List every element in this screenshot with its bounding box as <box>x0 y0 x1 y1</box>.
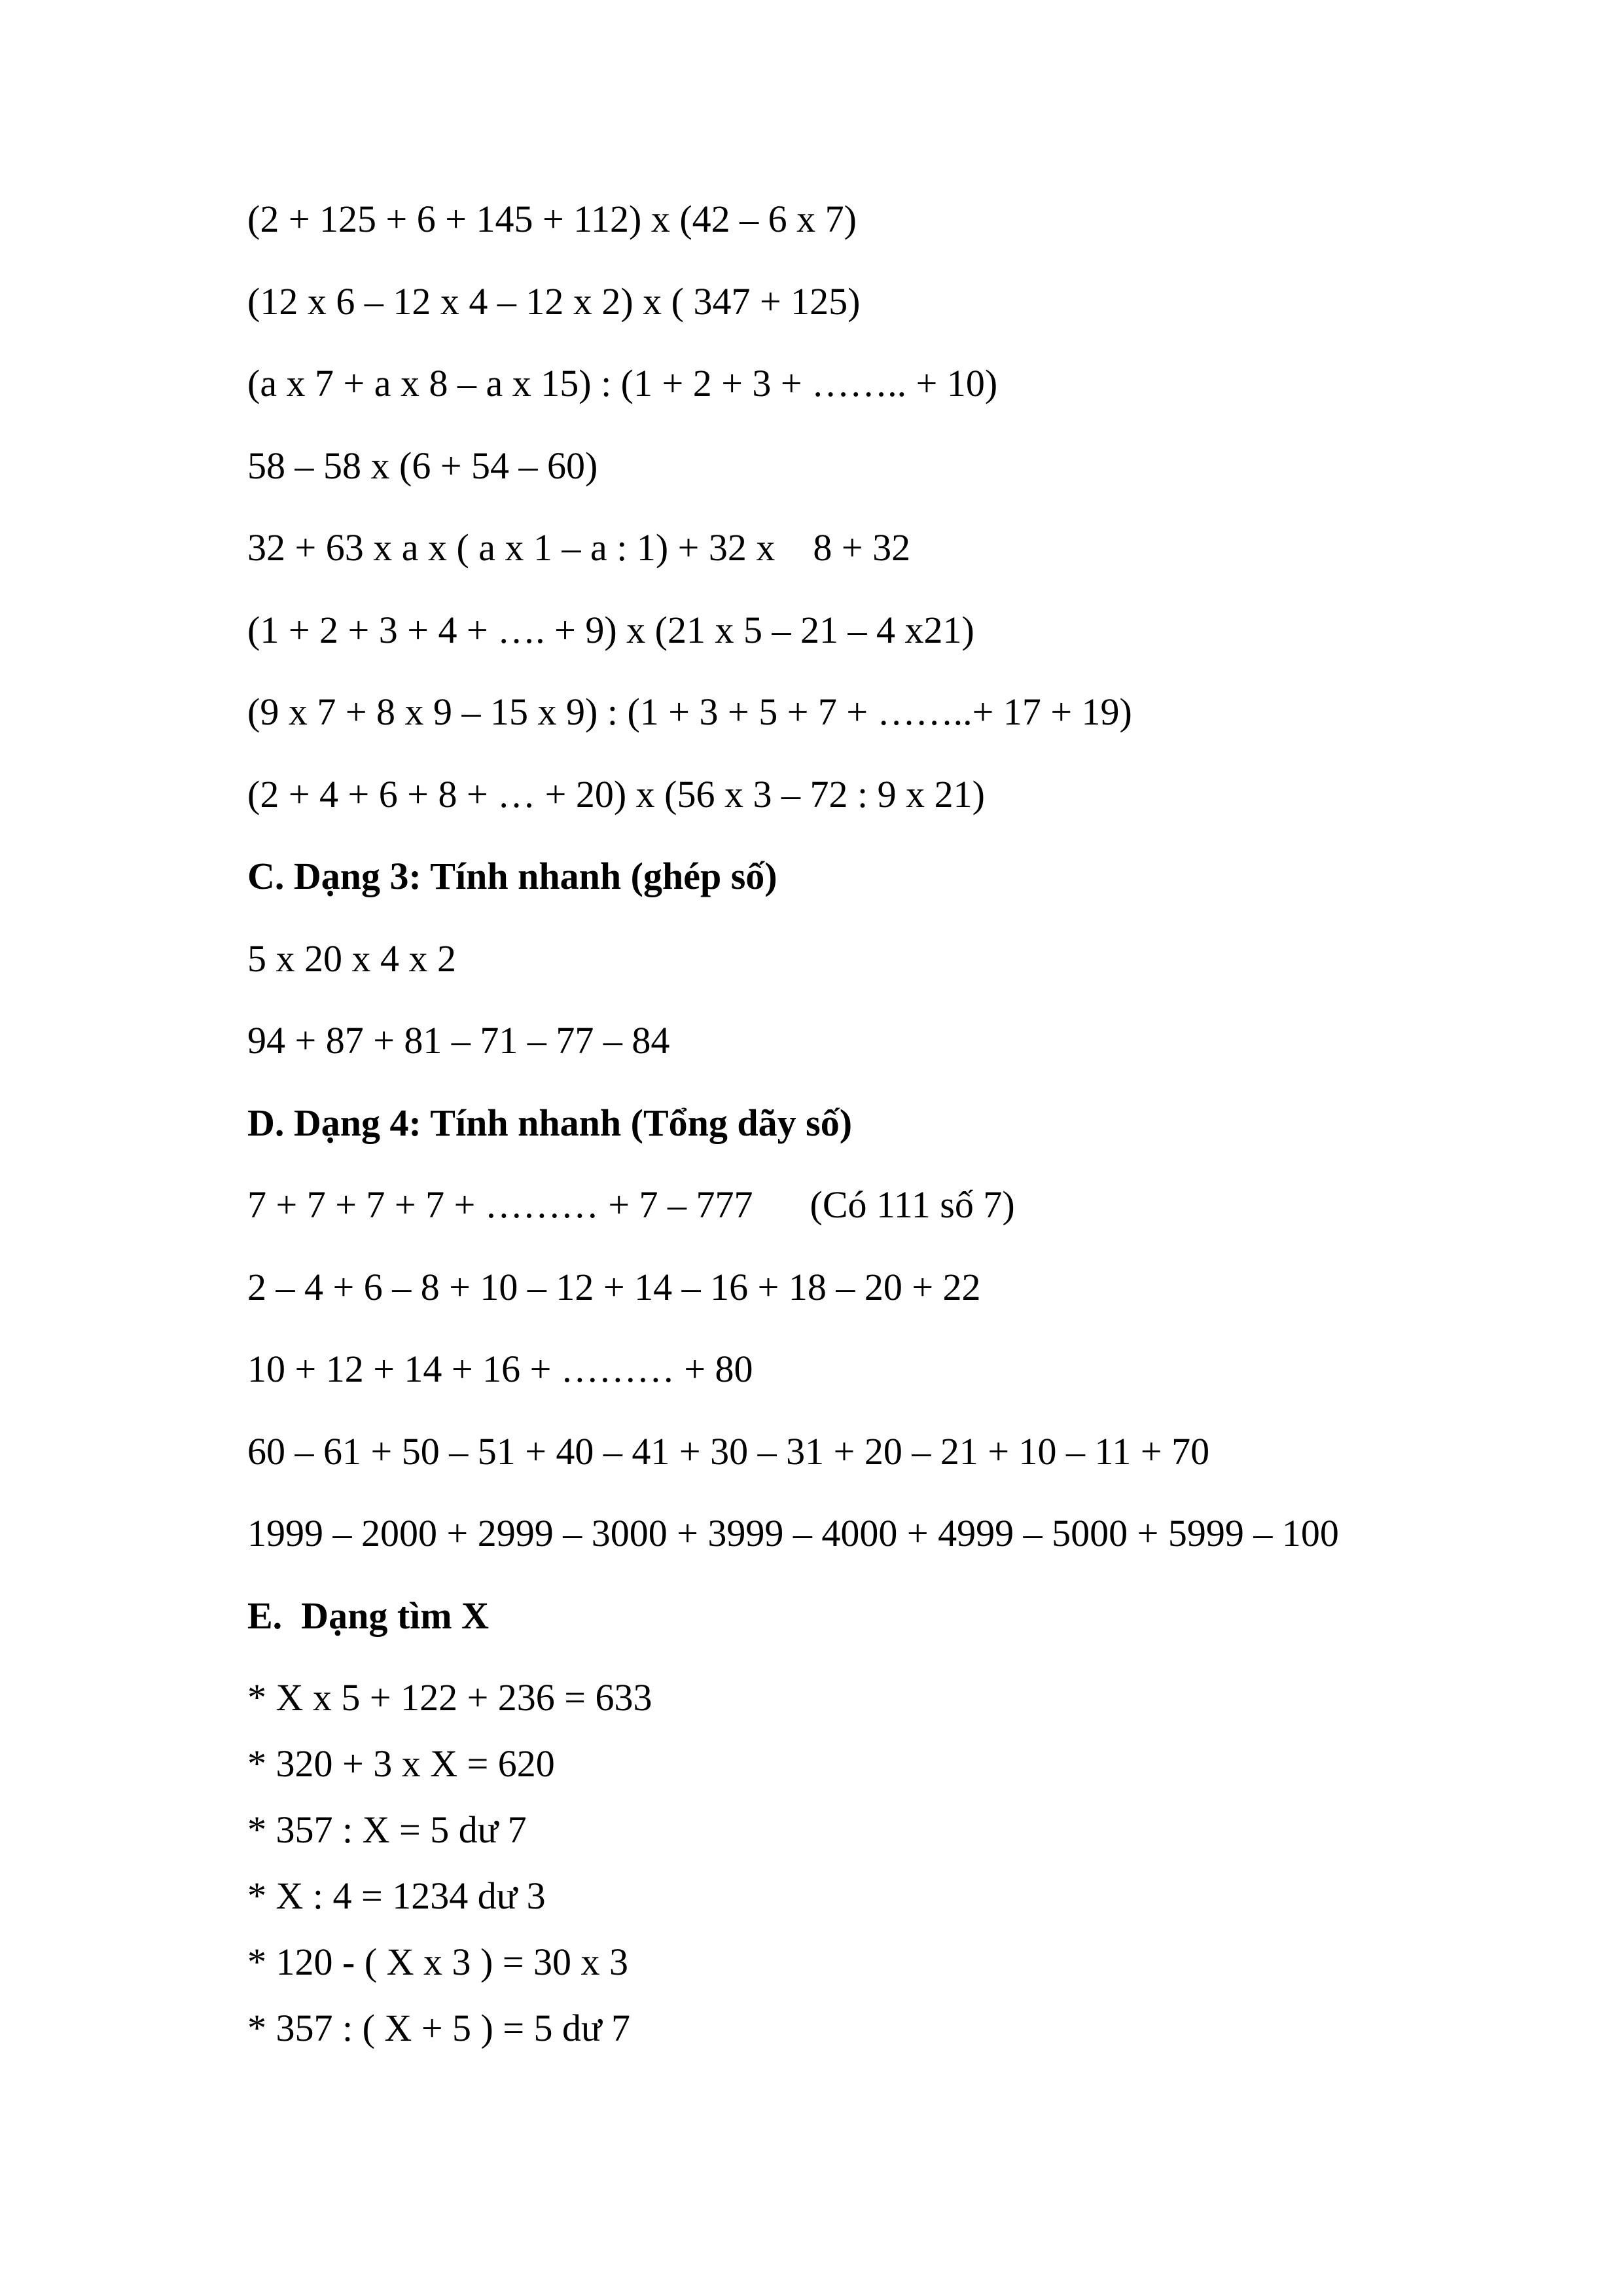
section-c-heading: C. Dạng 3: Tính nhanh (ghép số) <box>247 855 777 897</box>
expression-line: 58 – 58 x (6 + 54 – 60) <box>247 444 598 487</box>
expression-line: 1999 – 2000 + 2999 – 3000 + 3999 – 4000 + 4999 – 5000 + 5999 – 100 <box>247 1512 1339 1554</box>
expression-line: (2 + 4 + 6 + 8 + … + 20) x (56 x 3 – 72 : 9 x 21) <box>247 773 985 816</box>
expression-line: 60 – 61 + 50 – 51 + 40 – 41 + 30 – 31 + 20 – 21 + 10 – 11 + 70 <box>247 1430 1210 1473</box>
expression-line: (1 + 2 + 3 + 4 + …. + 9) x (21 x 5 – 21 – 4 x21) <box>247 609 974 651</box>
expression-line: (a x 7 + a x 8 – a x 15) : (1 + 2 + 3 + …….. + 10) <box>247 362 998 404</box>
expression-line: 94 + 87 + 81 – 71 – 77 – 84 <box>247 1019 670 1062</box>
expression-line: 7 + 7 + 7 + 7 + ……… + 7 – 777 (Có 111 số 7) <box>247 1183 1015 1226</box>
expression-line: 2 – 4 + 6 – 8 + 10 – 12 + 14 – 16 + 18 – 20 + 22 <box>247 1266 981 1308</box>
expression-line: 10 + 12 + 14 + 16 + ……… + 80 <box>247 1348 753 1390</box>
expression-line: 32 + 63 x a x ( a x 1 – a : 1) + 32 x 8 + 32 <box>247 526 911 569</box>
expression-line: (2 + 125 + 6 + 145 + 112) x (42 – 6 x 7) <box>247 198 857 240</box>
equation-line: * X : 4 = 1234 dư 3 <box>247 1874 546 1917</box>
equation-line: * 357 : X = 5 dư 7 <box>247 1808 527 1851</box>
expression-line: (12 x 6 – 12 x 4 – 12 x 2) x ( 347 + 125) <box>247 280 861 323</box>
expression-line: 5 x 20 x 4 x 2 <box>247 937 456 980</box>
equation-line: * 120 - ( X x 3 ) = 30 x 3 <box>247 1941 629 1983</box>
equation-line: * 357 : ( X + 5 ) = 5 dư 7 <box>247 2007 630 2049</box>
equation-line: * X x 5 + 122 + 236 = 633 <box>247 1676 652 1719</box>
equation-line: * 320 + 3 x X = 620 <box>247 1742 555 1785</box>
section-e-heading: E. Dạng tìm X <box>247 1594 489 1637</box>
expression-line: (9 x 7 + 8 x 9 – 15 x 9) : (1 + 3 + 5 + 7 + ……..+ 17 + 19) <box>247 691 1132 733</box>
section-d-heading: D. Dạng 4: Tính nhanh (Tổng dãy số) <box>247 1102 853 1144</box>
